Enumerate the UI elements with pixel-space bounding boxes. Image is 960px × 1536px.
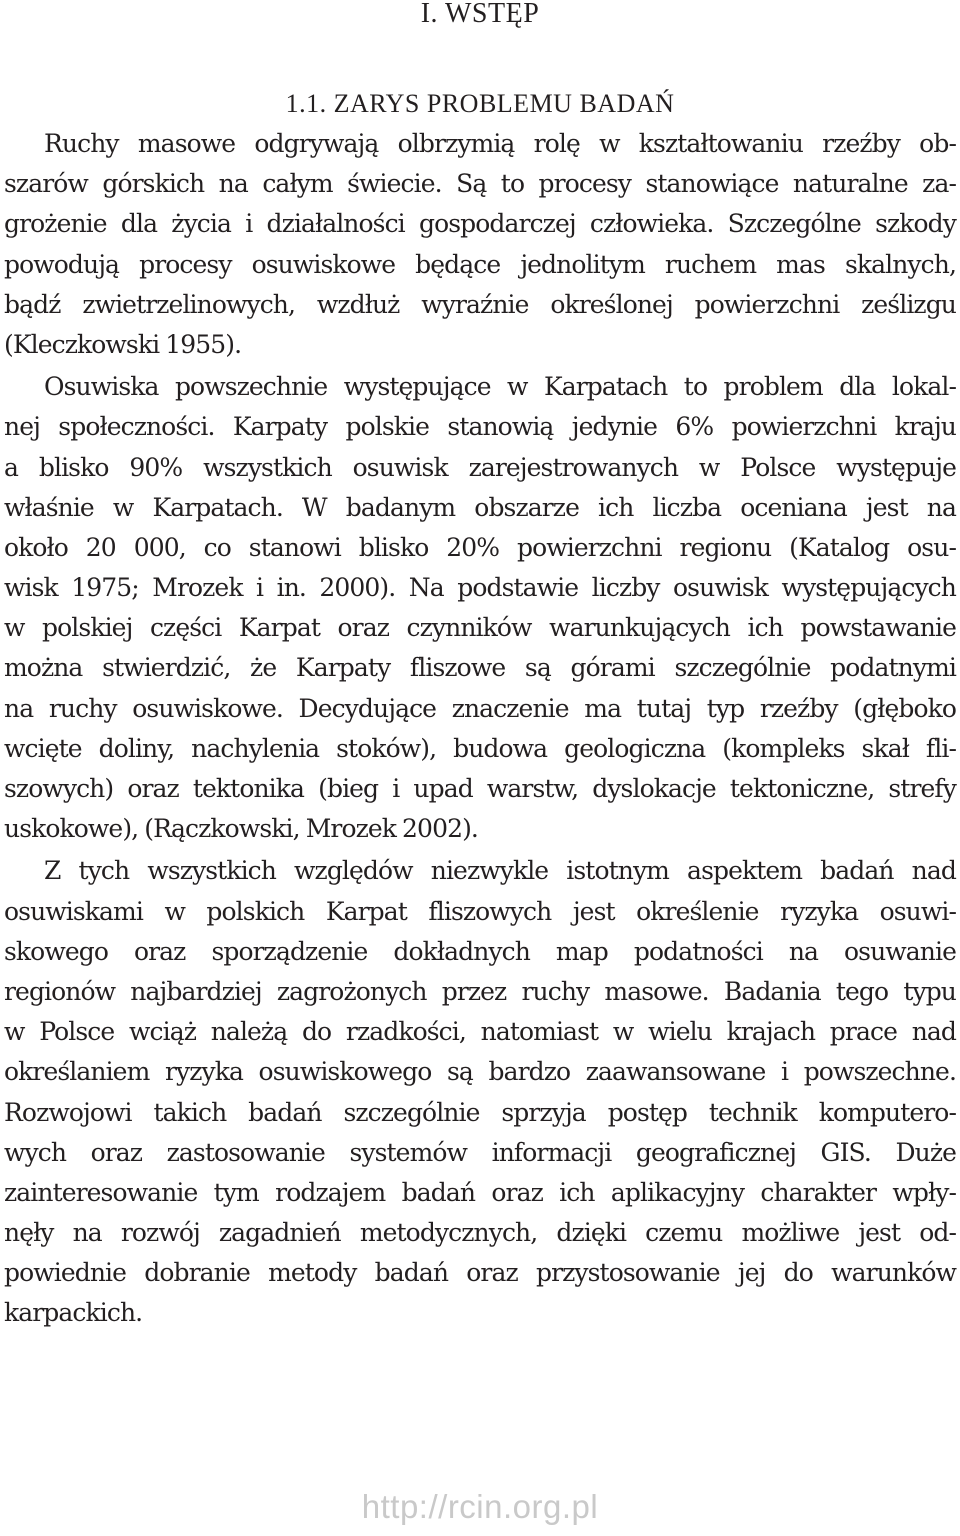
text-line: w Polsce wciąż należą do rzadkości, natomiast w wielu krajach prace nad [4, 1017, 956, 1047]
chapter-title: I. WSTĘP [420, 0, 540, 29]
text-line: powodują procesy osuwiskowe będące jednolitym ruchem mas skalnych, [4, 249, 956, 279]
text-line: regionów najbardziej zagrożonych przez ruchy masowe. Badania tego typu [4, 976, 956, 1006]
text-line: wych oraz zastosowanie systemów informacji geograficznej GIS. Duże [4, 1137, 956, 1167]
text-line: grożenie dla życia i działalności gospodarczej człowieka. Szczególne szkody [4, 209, 956, 239]
text-line: Rozwojowi takich badań szczególnie sprzyja postęp technik komputero- [4, 1097, 956, 1127]
text-line: a blisko 90% wszystkich osuwisk zarejestrowanych w Polsce występuje [4, 452, 956, 482]
text-line: nęły na rozwój zagadnień metodycznych, dzięki czemu możliwe jest od- [4, 1218, 956, 1248]
text-line: osuwiskami w polskich Karpat fliszowych jest określenie ryzyka osuwi- [4, 896, 956, 926]
text-line: Ruchy masowe odgrywają olbrzymią rolę w kształtowaniu rzeźby ob- [44, 129, 956, 158]
text-line: około 20 000, co stanowi blisko 20% powierzchni regionu (Katalog osu- [4, 532, 956, 562]
text-line: Z tych wszystkich względów niezwykle istotnym aspektem badań nad [44, 856, 956, 886]
text-line: określaniem ryzyka osuwiskowego są bardzo zaawansowane i powszechne. [4, 1057, 956, 1087]
text-line: (Kleczkowski 1955). [4, 329, 242, 359]
text-line: można stwierdzić, że Karpaty fliszowe są górami szczególnie podatnymi [4, 653, 956, 683]
text-line: w polskiej części Karpat oraz czynników warunkujących ich powstawanie [4, 613, 956, 643]
footer-watermark-url: http://rcin.org.pl [361, 1488, 599, 1525]
text-line: karpackich. [4, 1298, 143, 1328]
text-line: skowego oraz sporządzenie dokładnych map podatności na osuwanie [4, 936, 956, 966]
text-line: powiednie dobranie metody badań oraz przystosowanie jej do warunków [4, 1258, 956, 1288]
text-line: szowych) oraz tektonika (bieg i upad warstw, dyslokacje tektoniczne, strefy [4, 774, 956, 803]
text-line: wcięte doliny, nachylenia stoków), budowa geologiczna (kompleks skał fli- [4, 733, 956, 763]
text-line: wisk 1975; Mrozek i in. 2000). Na podstawie liczby osuwisk występujących [4, 573, 956, 603]
text-line: nej społeczności. Karpaty polskie stanowią jedynie 6% powierzchni kraju [4, 412, 956, 442]
body-text [4, 124, 956, 1334]
text-line: zainteresowanie tym rodzajem badań oraz ich aplikacyjny charakter wpły- [4, 1177, 956, 1207]
text-line: właśnie w Karpatach. W badanym obszarze ich liczba oceniana jest na [4, 492, 956, 522]
text-line: Osuwiska powszechnie występujące w Karpatach to problem dla lokal- [44, 372, 956, 402]
text-line: na ruchy osuwiskowe. Decydujące znaczenie ma tutaj typ rzeźby (głęboko [4, 693, 956, 723]
text-line: bądź zwietrzelinowych, wzdłuż wyraźnie określonej powierzchni ześlizgu [4, 289, 956, 319]
section-title: 1.1. ZARYS PROBLEMU BADAŃ [285, 89, 675, 118]
text-line: uskokowe), (Rączkowski, Mrozek 2002). [4, 814, 478, 844]
text-line: szarów górskich na całym świecie. Są to procesy stanowiące naturalne za- [4, 169, 956, 199]
